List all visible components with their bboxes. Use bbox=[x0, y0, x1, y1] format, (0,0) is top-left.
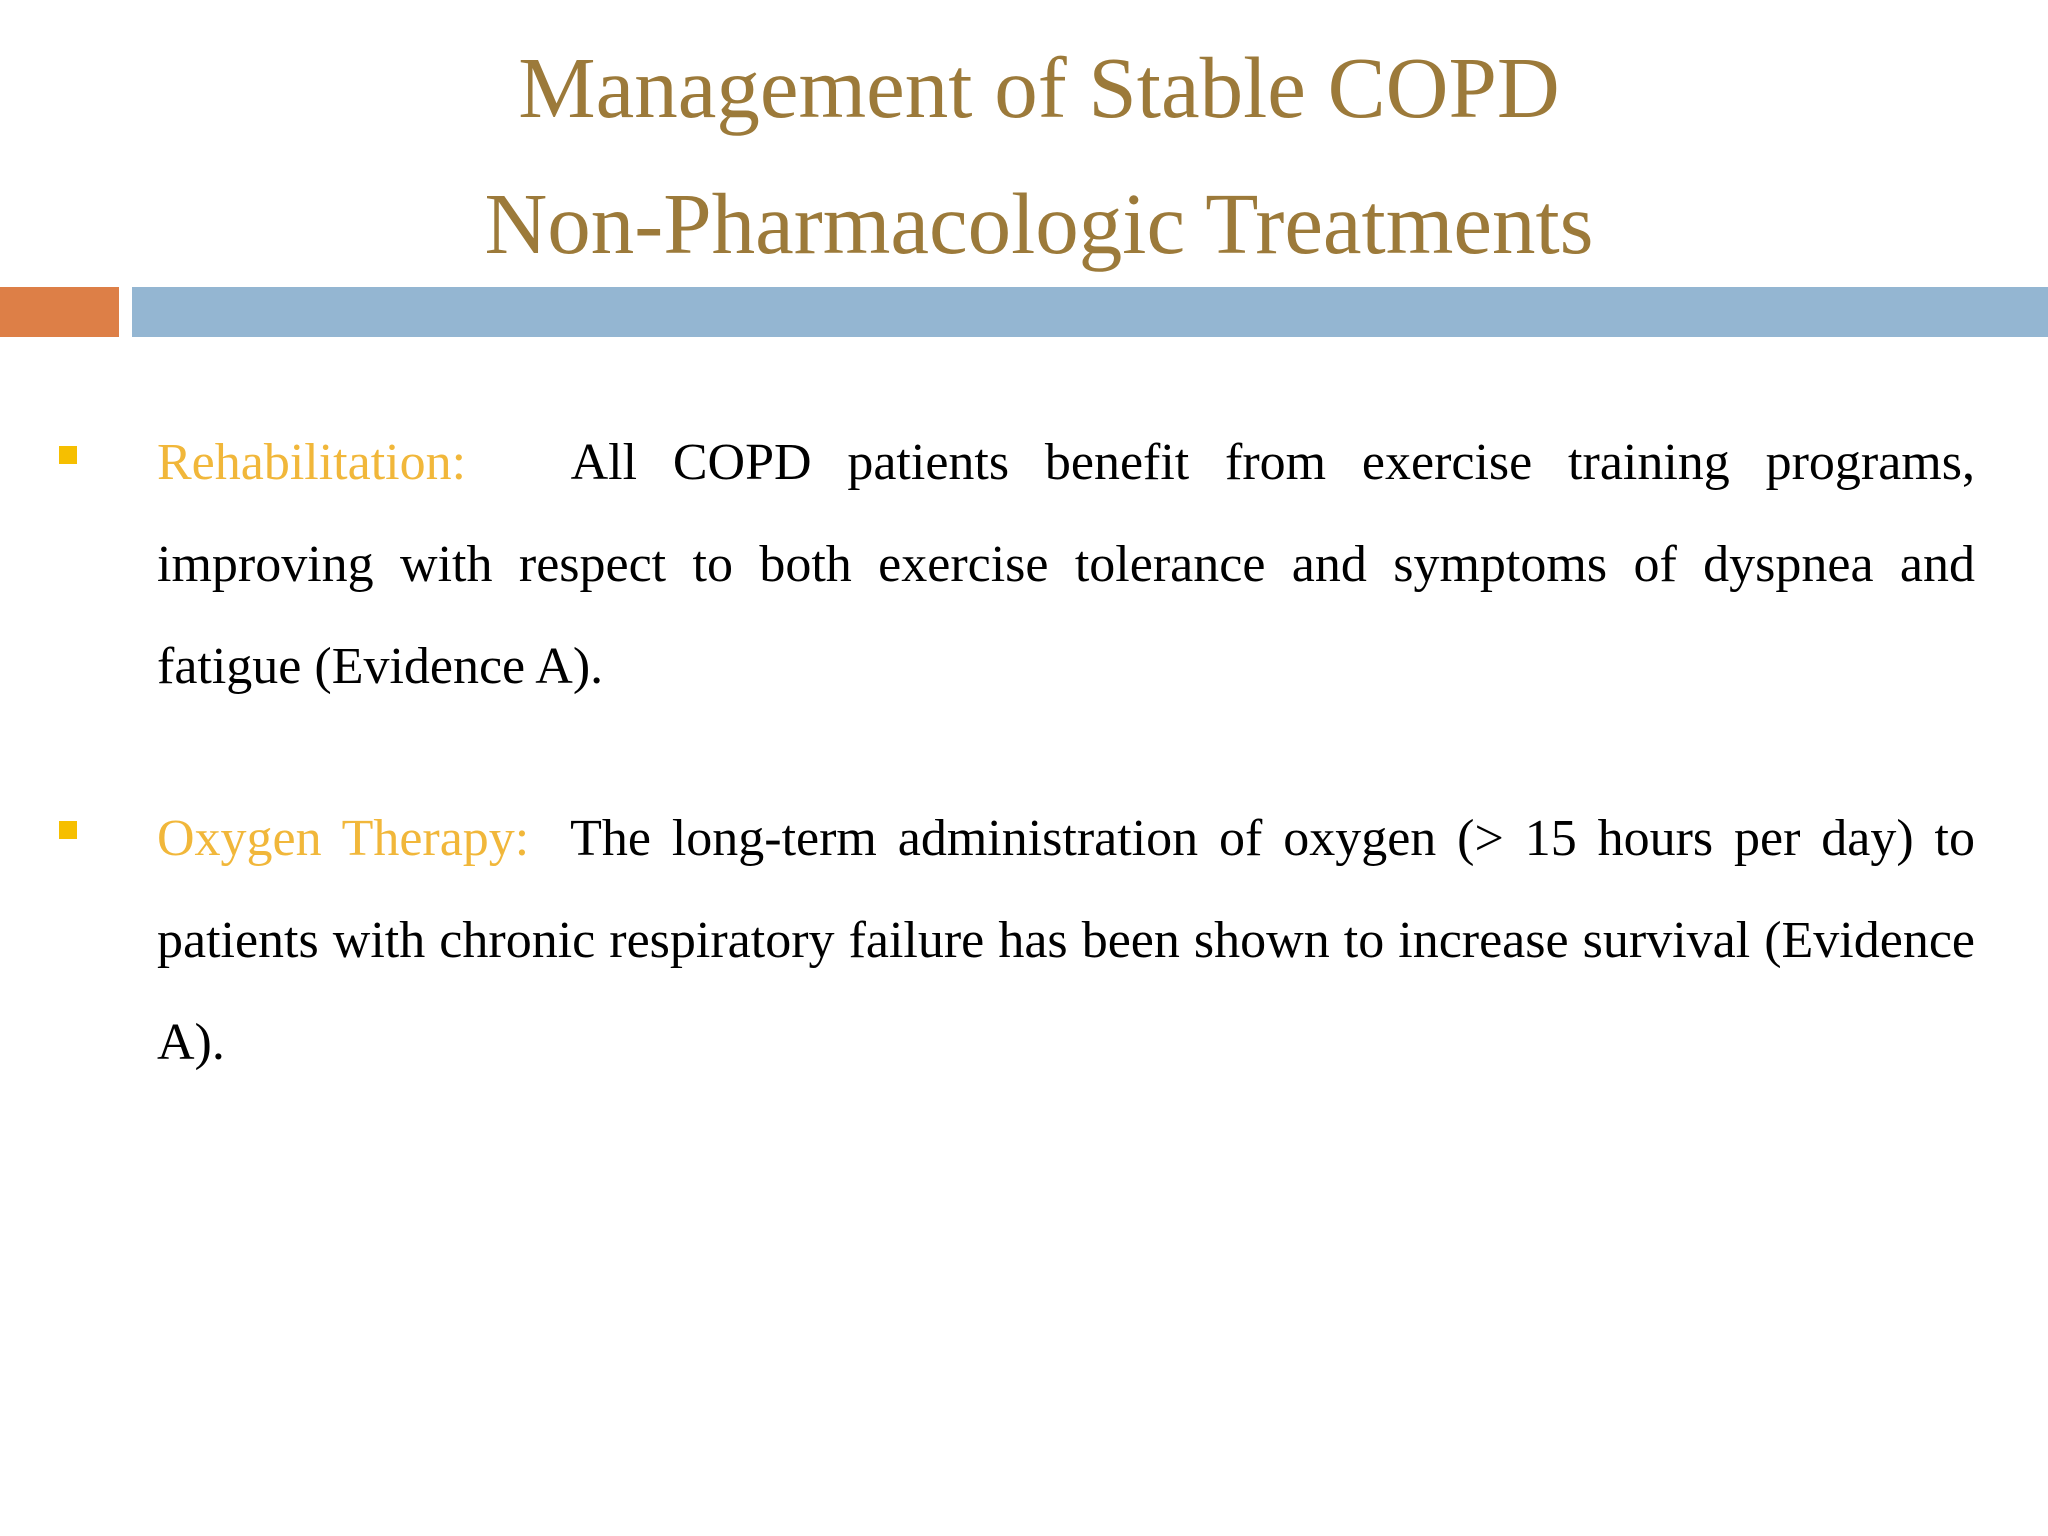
bullet-label: Rehabilitation: bbox=[157, 434, 467, 491]
bullet-square-icon bbox=[59, 821, 77, 839]
bullet-square-icon bbox=[59, 446, 77, 464]
bullet-body: The long-term administration of oxygen (> 15 hours per day) to patients with chronic respiratory failure has been shown to increase survival (Evidence A). bbox=[157, 810, 1975, 1071]
title-divider-bar bbox=[132, 287, 2048, 337]
title-accent-bar bbox=[0, 287, 119, 337]
bullet-body: All COPD patients benefit from exercise training programs, improving with respect to both exercise tolerance and symptoms of dyspnea and fatigue (Evidence A). bbox=[157, 434, 1975, 695]
slide-title-line-1: Management of Stable COPD bbox=[518, 39, 1560, 136]
bullet-oxygen-therapy bbox=[157, 788, 1975, 1094]
slide-title-line-2: Non-Pharmacologic Treatments bbox=[484, 175, 1594, 272]
bullet-label: Oxygen Therapy: bbox=[157, 810, 530, 867]
bullet-rehabilitation bbox=[157, 412, 1975, 718]
